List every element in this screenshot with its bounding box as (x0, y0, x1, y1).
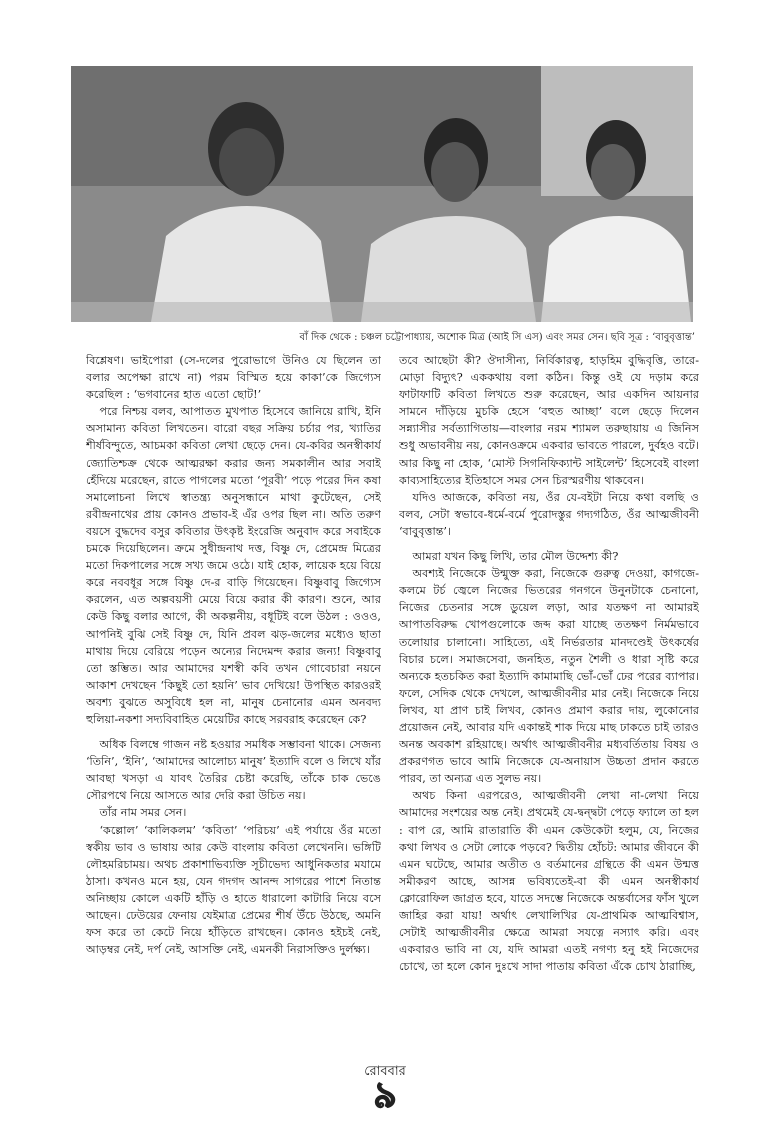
paragraph: অধিক বিলম্বে গাজন নষ্ট হওয়ার সমধিক সম্ভাবনা থাকে। সেজন্য ‘তিনি’, ‘ইনি’, ‘আমাদের আলোচ্য মানুষ’ ইত্যাদি বলে ও লিখে যাঁর আবছা খসড়া এ যাবৎ তৈরির চেষ্টা করেছি, তাঁকে চাক ভেঙে সৌরপথে নিয়ে আসতে আর দেরি করা উচিত নয়। (86, 738, 381, 803)
paragraph: আমরা যখন কিছু লিখি, তার মৌল উদ্দেশ্য কী? (412, 550, 619, 564)
paragraph: অবশ্যই নিজেকে উন্মুক্ত করা, নিজেকে গুরুত্ব দেওয়া, কাগজে-কলমে টর্চ জ্বেলে নিজের ভিতরের গনগনে উনুনটাকে চেনানো, নিজের চেতনার সঙ্গে ডুয়েল লড়া, আর যতক্ষণ না আমারই আপাতবিরুদ্ধ খোপগুলোকে জব্দ করা যাচ্ছে ততক্ষণ নির্মমভাবে তলোয়ার চালানো। সাহিত্যে, এই নির্ভরতার মানদণ্ডেই উৎকর্ষের বিচার চলে। সমাজসেবা, জনহিত, নতুন শৈলী ও ধারা সৃষ্টি করে অন্যকে হতচকিত করা ইত্যাদি কামামাছি ভোঁ-ভোঁ ঢের পরের ব্যাপার। ফলে, সেদিক থেকে দেখলে, আত্মজীবনীর মার নেই। নিজেকে নিয়ে লিখব, যা প্রাণ চাই লিখব, কোনও প্রমাণ করার দায়, লুকোনোর প্রয়োজন নেই, আবার যদি একান্তই শাক দিয়ে মাছ ঢাকতে চাই তারও অনন্ত অবকাশ রহিয়াছে। অর্থাৎ আত্মজীবনীর মধ্যবর্তিতায় বিষয় ও প্রকরণগত ভাবে আমি নিজেকে যে-অনায়াস উচ্চতা প্রদান করতে পারব, তা অন্যত্র এত সুলভ নয়। (399, 567, 699, 786)
paragraph: যদিও আজকে, কবিতা নয়, ওঁর যে-বইটা নিয়ে কথা বলছি ও বলব, সেটা স্বভাবে-ধর্মে-বর্মে পুরোদস্তুর গদ্যগঠিত, ওঁর আত্মজীবনী ‘বাবুবৃত্তান্ত’। (399, 490, 699, 538)
paragraph: তাঁর নাম সমর সেন। (99, 806, 187, 820)
photo (71, 66, 693, 322)
photo-caption: বাঁ দিক থেকে : চঞ্চল চট্টোপাধ্যায়, অশোক মিত্র (আই সি এস) এবং সমর সেন। ছবি সূত্র : ‘বাবুবৃত্তান্ত’ (299, 332, 695, 343)
paragraph: বিশ্লেষণ। ভাইপোরা (সে-দলের পুরোভাগে উনিও যে ছিলেন তা বলার অপেক্ষা রাখে না) পরম বিস্মিত হয়ে কাকা’কে জিগ্যেস করেছিল : ‘ভগবানের হাত এতো ছোট!’ (86, 354, 381, 402)
page-number: ৯ (373, 1075, 397, 1116)
photo-image (71, 66, 693, 322)
paragraph: পরে নিশ্চয় বলব, আপাতত মুখপাত হিসেবে জানিয়ে রাখি, ইনি অসামান্য কবিতা লিখতেন। বারো বছর সক্রিয় চর্চার পর, খ্যাতির শীর্ষবিন্দুতে, আচমকা কবিতা লেখা ছেড়ে দেন। যে-কবির অনস্বীকার্য জ্যোতিশ্চক্র থেকে আত্মরক্ষা করার জন্য সমকালীন আর সবাই হেঁদিয়ে মরেছেন, রাতে পাগলের মতো ‘পূরবী’ পড়ে পরের দিন কষা সমালোচনা লিখে স্বাতন্ত্র্য অনুসন্ধানে মাথা কুটেছেন, সেই রবীন্দ্রনাথের প্রায় কোনও প্রভাব-ই এঁর ওপর ছিল না। অতি তরুণ বয়সে বুদ্ধদেব বসুর কবিতার উৎকৃষ্ট ইংরেজি অনুবাদ করে সবাইকে চমকে দিয়েছিলেন। ক্রমে সুধীন্দ্রনাথ দত্ত, বিষ্ণু দে, প্রেমেন্দ্র মিত্রের মতো দিকপালের সঙ্গে সখ্য জমে ওঠে। যাই হোক, লায়েক হয়ে বিয়ে করে নববধূর সঙ্গে বিষ্ণু দে-র বাড়ি গিয়েছেন। বিষ্ণুবাবু জিগ্যেস করলেন, এত অল্পবয়সী মেয়ে বিয়ে করার কী কারণ। শুনে, আর কেউ কিছু বলার আগে, কী অকল্পনীয়, বধূটিই বলে উঠল : ওওও, আপনিই বুঝি সেই বিষ্ণু দে, যিনি প্রবল ঝড়-জলের মধ্যেও ছাতা মাথায় দিয়ে বেরিয়ে পড়েন অন্যের নিদেমন্দ করার জন্য! বিষ্ণুবাবু তো স্তম্ভিত। আর আমাদের যশস্বী কবি তখন গোবেচারা নয়নে আকাশ দেখছেন ‘কিছুই তো হয়নি’ ভাব দেখিয়ে! উপস্থিত কারওরই অবশ্য বুঝতে অসুবিধে হল না, মানুষ চেনানোর এমন অনবদ্য হুলিয়া-নকশা সদ্যবিবাহিত মেয়েটির কাছে সরবরাহ করেছেন কে? (86, 405, 381, 726)
paragraph: তবে আছেটা কী? ঔদাসীন্য, নির্বিকারত্ব, হাড়হিম বুদ্ধিবৃত্তি, তারে-মোড়া বিদ্যুৎ? এককথায় বলা কঠিন। কিন্তু ওই যে দড়াম করে ফাটাফাটি কবিতা লিখতে শুরু করেছেন, আর একদিন আয়নার সামনে দাঁড়িয়ে মুচকি হেসে ‘বহুত আচ্ছা’ বলে ছেড়ে দিলেন সন্ন্যাসীর সর্বত্যাগিতায়—বাংলার নরম শ্যামল তরুছায়ায় এ জিনিস শুধু অভাবনীয় নয়, কোনওক্রমে একবার ভাবতে পারলে, দুর্বহও বটে। আর কিছু না হোক, ‘মোস্ট সিগনিফিক্যান্ট সাইলেন্ট’ হিসেবেই বাংলা কাব্যসাহিত্যের ইতিহাসে সমর সেন চিরস্মরণীয় থাকবেন। (399, 354, 699, 487)
paragraph: অথচ কিনা এরপরেও, আত্মজীবনী লেখা না-লেখা নিয়ে আমাদের সংশয়ের অন্ত নেই। প্রথমেই যে-দ্বন্দ্বটা পেড়ে ফ্যালে তা হল : বাপ রে, আমি রাতারাতি কী এমন কেউকেটা হলুম, যে, নিজের কথা লিখব ও সেটা লোকে পড়বে? দ্বিতীয় হোঁচট: আমার জীবনে কী এমন ঘটেছে, আমার অতীত ও বর্তমানের গ্রন্থিতে কী এমন উন্মত্ত সমীকরণ আছে, আসন্ন ভবিষ্যতেই-বা কী এমন অনস্বীকার্য ক্লোরোফিল জাগ্রত হবে, যাতে সদম্ভে নিজেকে অন্তর্বাসের ফাঁস খুলে জাহির করা যায়! অর্থাৎ লেখালিখির যে-প্রাথমিক আত্মবিশ্বাস, সেটাই আত্মজীবনীর ক্ষেত্রে আমরা সযত্নে নস্যাৎ করি। এবং একবারও ভাবি না যে, যদি আমরা এতই নগণ্য হনু হই নিজেদের চোখে, তা হলে কোন দুঃখে সাদা পাতায় কবিতা এঁকে চোখ ঠারাচ্ছি, (399, 789, 699, 974)
magazine-name: রোববার (364, 1064, 406, 1079)
left-column (86, 352, 381, 1070)
paragraph: ‘কল্লোল’ ‘কালিকলম’ ‘কবিতা’ ‘পরিচয়’ এই পর্যায়ে ওঁর মতো স্বকীয় ভাব ও ভাষায় আর কেউ বাংলায় কবিতা লেখেননি। ভঙ্গিটি লৌহমরিচাময়। অথচ প্রকাশাভিব্যক্তি সূচীভেদ্য আধুনিকতার মযামে ঠাসা। কখনও মনে হয়, যেন গদগদ আনন্দ সাগরের পাশে নিতান্ত অনিচ্ছায় কোলে একটি হাঁড়ি ও হাতে ধারালো কাটারি নিয়ে বসে আছেন। ঢেউয়ের ফেনায় যেইমাত্র প্রেমের শীর্ষ উঁচে উঠছে, অমনি ফস করে তা কেটে নিয়ে হাঁড়িতে রাখছেন। কোনও হইচই নেই, আড়ম্বর নেই, দর্প নেই, আসক্তি নেই, এমনকী নিরাসক্তিও দুর্লক্ষ্য। (86, 823, 381, 957)
right-column (399, 352, 699, 1070)
